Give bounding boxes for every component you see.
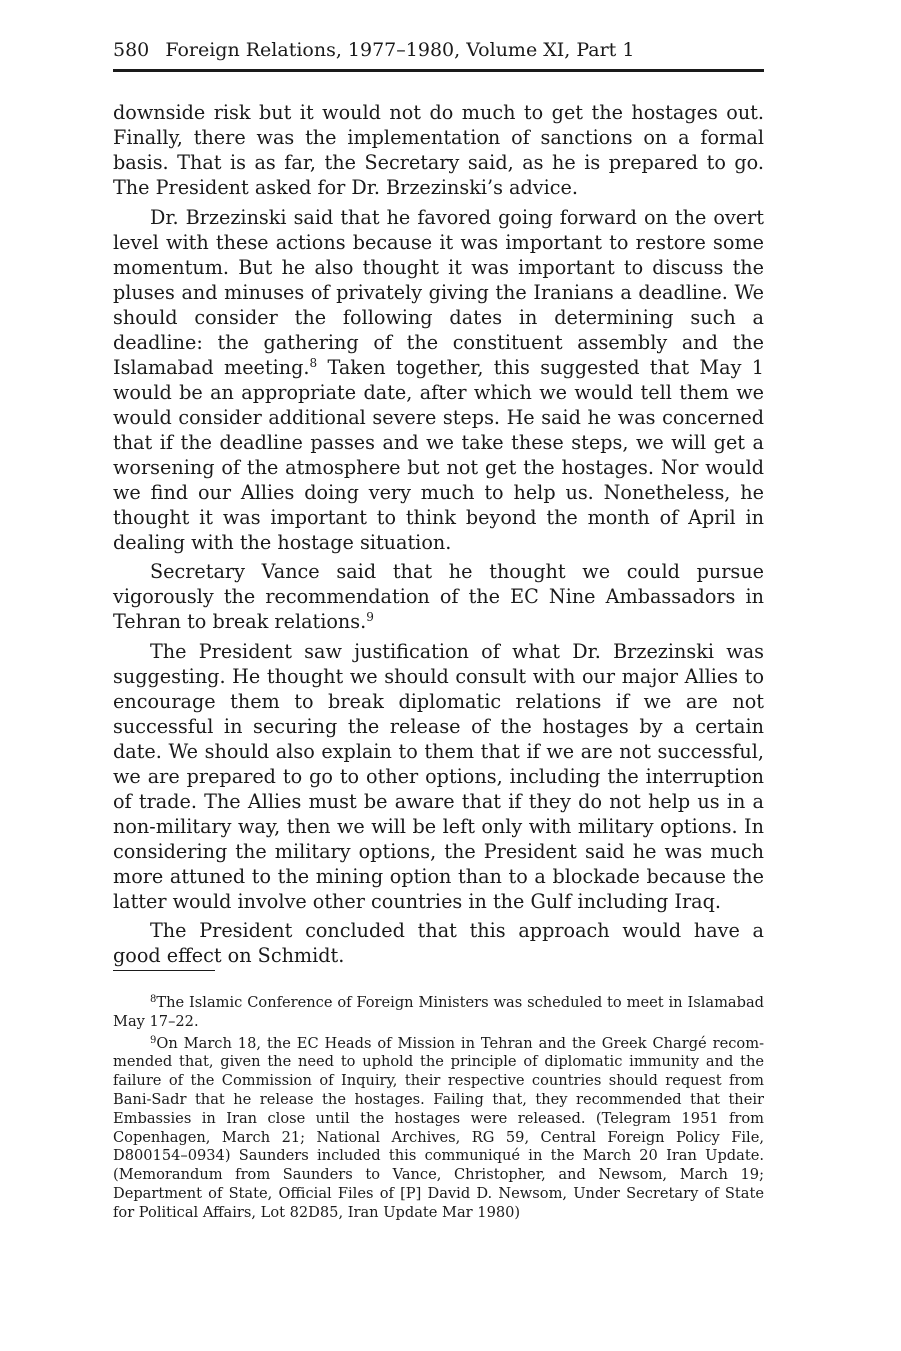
footnote-text: The Islamic Conference of Foreign Ministers was scheduled to meet in Islamabad May 17–22. (113, 994, 764, 1030)
footnote-number: 8 (150, 994, 157, 1005)
paragraph-3-text: Secretary Vance said that he thought we could pursue vigorously the recommendation of the EC Nine Ambassadors in Tehran to break relations. (113, 560, 764, 633)
paragraph-2-text-a: Dr. Brzezinski said that he favored going forward on the overt level with these actions because it was important to restore some momentum. But he also thought it was important to discuss the pluses and minuses of privately giving the Iranians a deadline. We should consider the following dates in determining such a deadline: the gathering of the constituent assembly and the Islamabad meeting. (113, 205, 764, 379)
page-number: 580 (113, 39, 150, 61)
header-rule (113, 69, 764, 72)
paragraph-2-text-b: Taken together, this suggested that May 1 would be an appropriate date, after which we would tell them we would consider additional severe steps. He said he was concerned that if the deadline passes and we take these steps, we will get a worsening of the atmosphere but not get the hostages. Nor would we find our Allies doing very much to help us. Nonetheless, he thought it was important to think beyond the month of April in dealing with the hostage situation. (113, 355, 764, 554)
footnote-9 (113, 1035, 764, 1223)
footnotes (113, 994, 764, 1226)
footnote-ref-9: 9 (366, 610, 374, 624)
running-head (113, 37, 764, 63)
footnote-text: On March 18, the EC Heads of Mission in Tehran and the Greek Chargé recommended that, given the need to uphold the principle of diplomatic immunity and the failure of the Commission of Inquiry, their respective countries should request from Bani-Sadr that he release the hostages. Failing that, they recommended that their Embassies in Iran close until the hostages were released. (Telegram 1951 from Copenhagen, March 21; National Archives, RG 59, Central Foreign Policy File, D800154–0934) Saunders included this communiqué in the March 20 Iran Update. (Memorandum from Saunders to Vance, Christopher, and Newsom, March 19; Department of State, Official Files of [P] David D. Newsom, Under Secretary of State for Political Affairs, Lot 82D85, Iran Update Mar 1980) (113, 1034, 764, 1221)
volume-title: Foreign Relations, 1977–1980, Volume XI, Part 1 (165, 39, 635, 61)
paragraph-4: The President saw justification of what Dr. Brzezinski was suggesting. He thought we should consult with our major Allies to encourage them to break diplomatic relations if we are not successful in securing the release of the hostages by a certain date. We should also explain to them that if we are not successful, we are prepared to go to other options, including the interruption of trade. The Allies must be aware that if they do not help us in a non-military way, then we will be left only with military options. In considering the military options, the President said he was much more attuned to the mining option than to a blockade because the latter would involve other countries in the Gulf including Iraq. (113, 639, 764, 913)
paragraph-1: downside risk but it would not do much to get the hostages out. Finally, there was the implementation of sanctions on a formal basis. That is as far, the Secretary said, as he is prepared to go. The President asked for Dr. Brzezinski’s advice. (113, 101, 764, 199)
footnote-number: 9 (150, 1034, 157, 1046)
footnote-8 (113, 994, 764, 1032)
paragraph-3 (113, 559, 764, 634)
paragraph-5: The President concluded that this approach would have a good effect on Schmidt. (113, 919, 764, 967)
footnote-rule (113, 970, 215, 971)
body-text (113, 100, 764, 973)
paragraph-2 (113, 205, 764, 555)
footnote-ref-8: 8 (309, 355, 318, 370)
